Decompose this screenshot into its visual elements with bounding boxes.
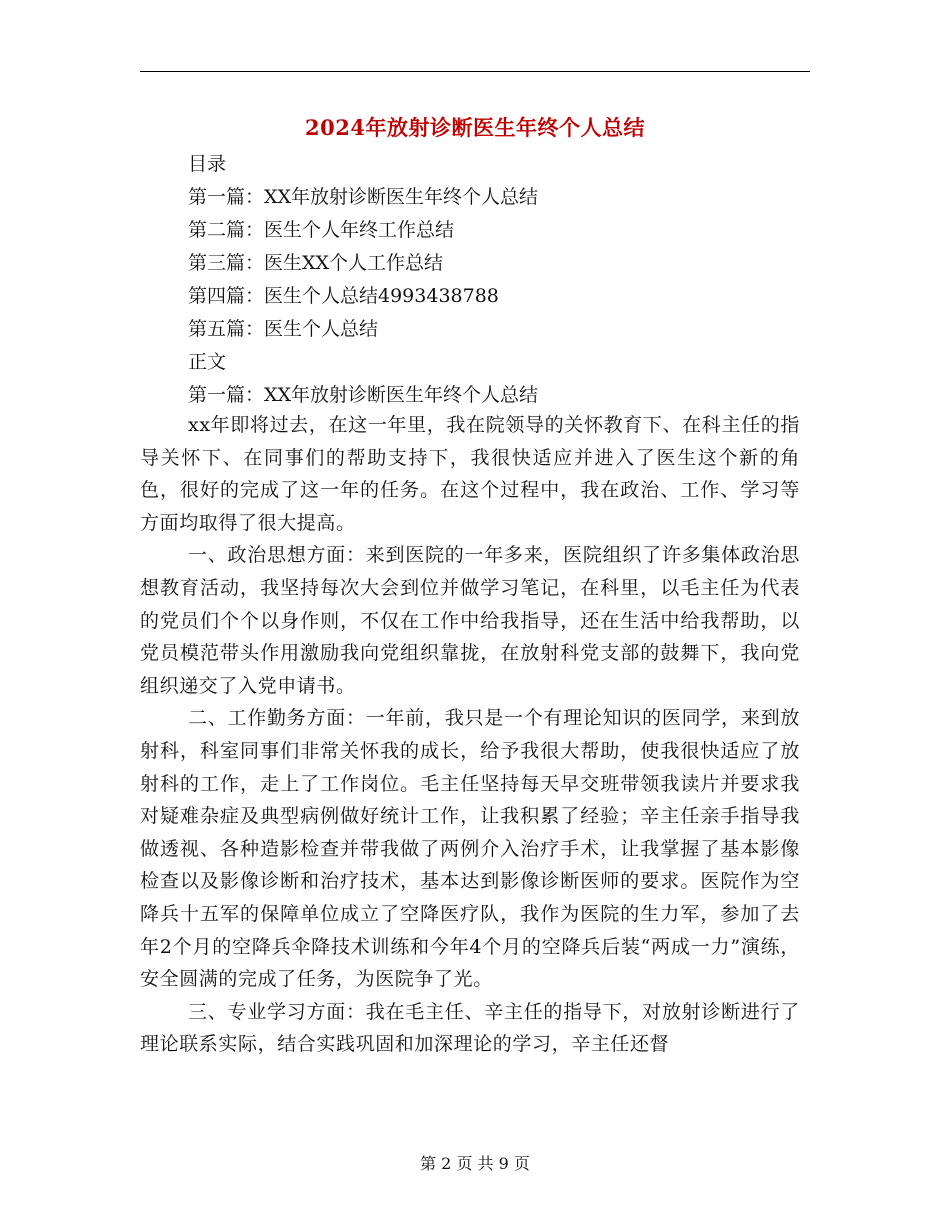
header-rule (140, 71, 810, 72)
body-text (140, 409, 800, 1061)
body-heading: 正文 (188, 351, 227, 373)
paragraph: 三、专业学习方面：我在毛主任、辛主任的指导下，对放射诊断进行了理论联系实际，结合实践巩固和加深理论的学习，辛主任还督 (140, 1000, 800, 1056)
section-heading: 第一篇：XX年放射诊断医生年终个人总结 (188, 384, 539, 406)
document-title: 2024年放射诊断医生年终个人总结 (305, 115, 645, 140)
page-footer: 第 2 页 共 9 页 (420, 1154, 530, 1173)
toc-item: 第五篇：医生个人总结 (188, 318, 379, 340)
toc-item: 第四篇：医生个人总结4993438788 (188, 285, 499, 307)
toc-item: 第二篇：医生个人年终工作总结 (188, 219, 455, 241)
paragraph: xx年即将过去，在这一年里，我在院领导的关怀教育下、在科主任的指导关怀下、在同事们的帮助支持下，我很快适应并进入了医生这个新的角色，很好的完成了这一年的任务。在这个过程中，我在政治、工作、学习等方面均取得了很大提高。 (140, 414, 800, 534)
paragraph: 二、工作勤务方面：一年前，我只是一个有理论知识的医同学，来到放射科，科室同事们非常关怀我的成长，给予我很大帮助，使我很快适应了放射科的工作，走上了工作岗位。毛主任坚持每天早交班带领我读片并要求我对疑难杂症及典型病例做好统计工作，让我积累了经验；辛主任亲手指导我做透视、各种造影检查并带我做了两例介入治疗手术，让我掌握了基本影像检查以及影像诊断和治疗技术，基本达到影像诊断医师的要求。医院作为空降兵十五军的保障单位成立了空降医疗队，我作为医院的生力军，参加了去年2个月的空降兵伞降技术训练和今年4个月的空降兵后装“两成一力”演练，安全圆满的完成了任务，为医院争了光。 (140, 707, 800, 991)
toc-heading: 目录 (188, 153, 227, 175)
toc-item: 第一篇：XX年放射诊断医生年终个人总结 (188, 186, 539, 208)
toc-item: 第三篇：医生XX个人工作总结 (188, 252, 444, 274)
paragraph: 一、政治思想方面：来到医院的一年多来，医院组织了许多集体政治思想教育活动，我坚持每次大会到位并做学习笔记，在科里，以毛主任为代表的党员们个个以身作则，不仅在工作中给我指导，还在生活中给我帮助，以党员模范带头作用激励我向党组织靠拢，在放射科党支部的鼓舞下，我向党组织递交了入党申请书。 (140, 544, 800, 697)
table-of-contents (188, 148, 808, 412)
